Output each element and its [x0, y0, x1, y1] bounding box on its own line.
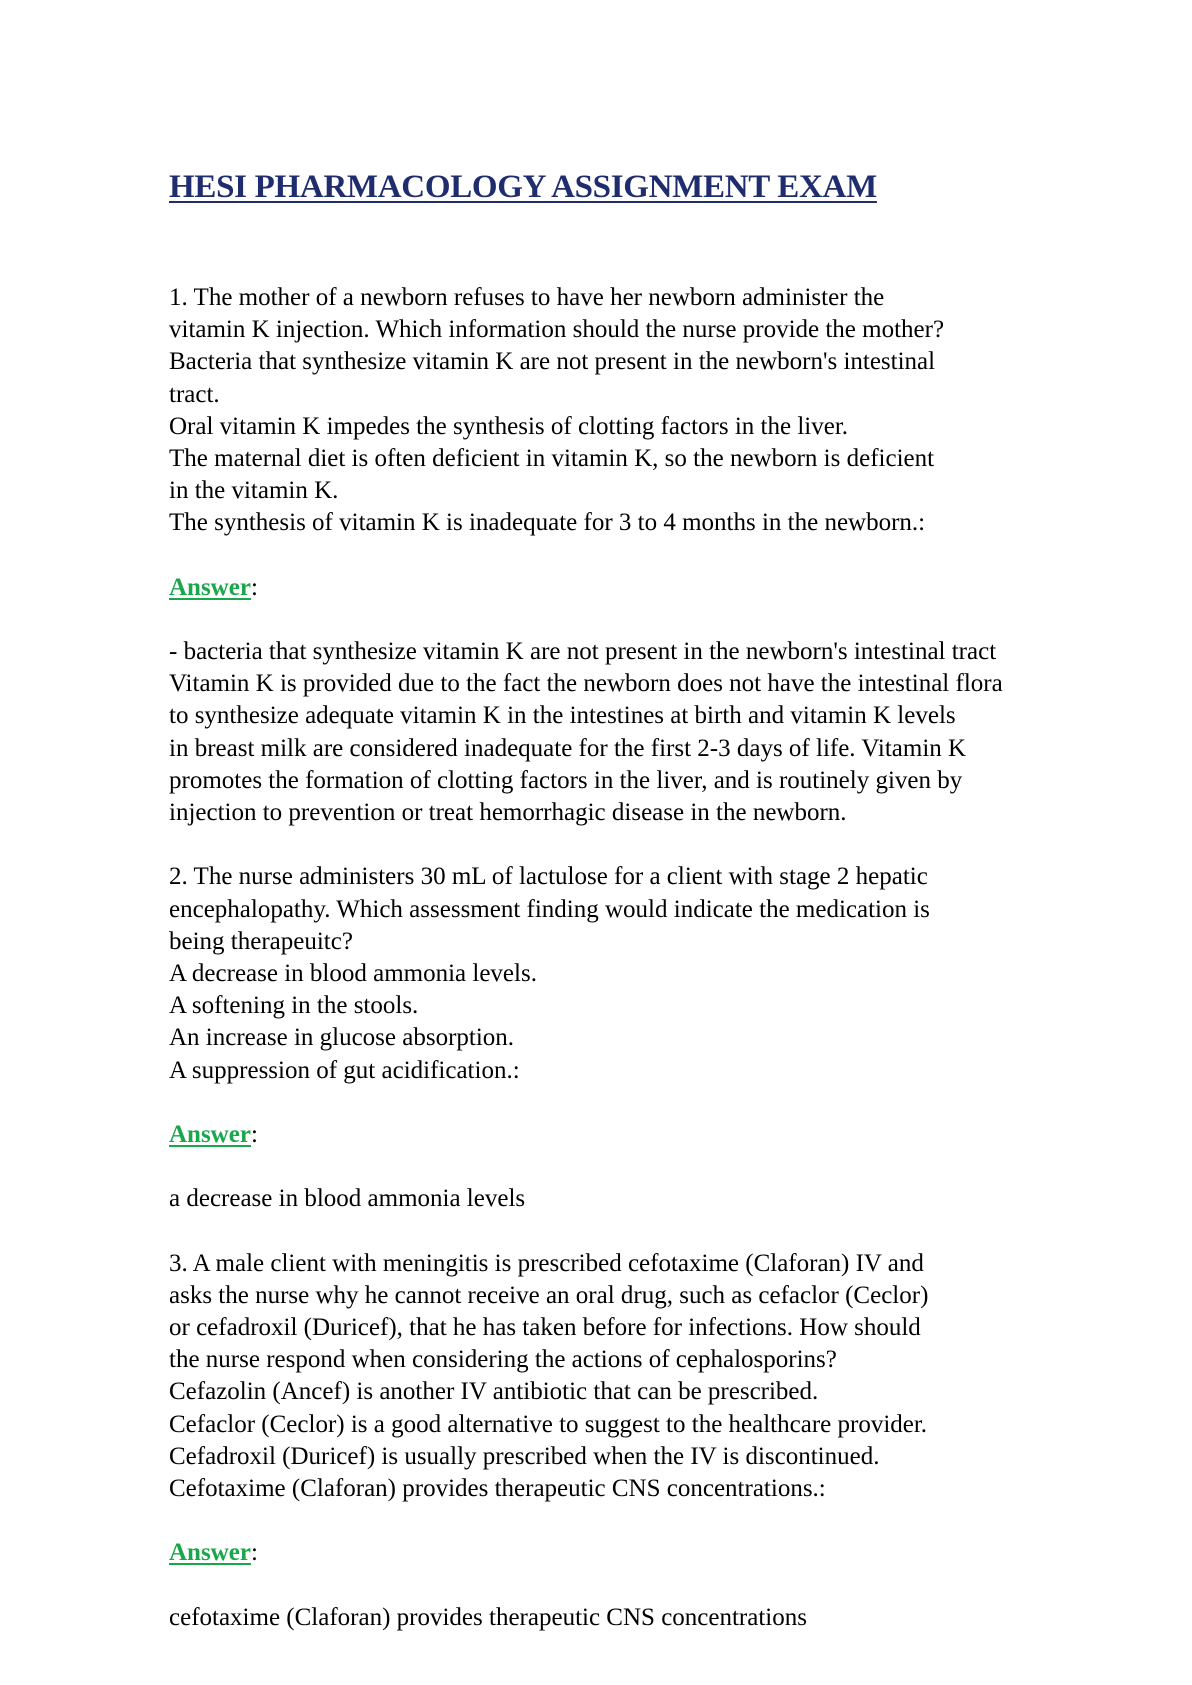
- question-1-option: in the vitamin K.: [169, 477, 339, 505]
- answer-1-line: in breast milk are considered inadequate for the first 2-3 days of life. Vitamin K: [169, 734, 967, 762]
- question-2-option: A softening in the stools.: [169, 992, 419, 1020]
- question-1-option: The maternal diet is often deficient in vitamin K, so the newborn is deficient: [169, 444, 935, 472]
- answer-heading: [169, 1537, 1129, 1569]
- answer-2-line: a decrease in blood ammonia levels: [169, 1185, 526, 1213]
- question-block-1: [169, 282, 1129, 861]
- answer-1-line: promotes the formation of clotting factors in the liver, and is routinely given by: [169, 766, 963, 794]
- answer-label: Answer: [169, 1539, 251, 1567]
- answer-label: Answer: [169, 573, 251, 601]
- question-block-3: [169, 1248, 1129, 1634]
- question-3-option: Cefazolin (Ancef) is another IV antibiotic that can be prescribed.: [169, 1378, 819, 1406]
- question-1-option: tract.: [169, 380, 220, 408]
- answer-1-line: injection to prevention or treat hemorrhagic disease in the newborn.: [169, 799, 847, 826]
- answer-3-line: cefotaxime (Claforan) provides therapeutic CNS concentrations: [169, 1603, 807, 1631]
- question-2-line: 2. The nurse administers 30 mL of lactulose for a client with stage 2 hepatic: [169, 863, 928, 891]
- question-3-option: Cefotaxime (Claforan) provides therapeutic CNS concentrations.:: [169, 1474, 826, 1502]
- answer-colon: :: [250, 1120, 258, 1148]
- question-2-option: A decrease in blood ammonia levels.: [169, 959, 537, 987]
- answer-1-line: Vitamin K is provided due to the fact the newborn does not have the intestinal flora: [169, 670, 1003, 698]
- question-3-line: asks the nurse why he cannot receive an oral drug, such as cefaclor (Ceclor): [169, 1281, 929, 1309]
- answer-label: Answer: [169, 1120, 251, 1148]
- question-2-line: encephalopathy. Which assessment finding would indicate the medication is: [169, 895, 930, 923]
- question-2-line: being therapeuitc?: [169, 927, 353, 955]
- question-1-line: vitamin K injection. Which information should the nurse provide the mother?: [169, 316, 945, 344]
- question-1-option: Oral vitamin K impedes the synthesis of clotting factors in the liver.: [169, 412, 849, 440]
- spacer: [169, 1570, 1129, 1602]
- spacer: [169, 1151, 1129, 1183]
- answer-1-line: to synthesize adequate vitamin K in the intestines at birth and vitamin K levels: [169, 702, 956, 730]
- spacer: [169, 604, 1129, 636]
- question-3-line: the nurse respond when considering the actions of cephalosporins?: [169, 1346, 837, 1374]
- question-3-option: Cefaclor (Ceclor) is a good alternative to suggest to the healthcare provider.: [169, 1410, 928, 1438]
- spacer: [169, 540, 1129, 572]
- spacer: [169, 1215, 1129, 1247]
- answer-colon: :: [250, 1539, 258, 1567]
- question-block-2: [169, 861, 1129, 1247]
- question-1-option: Bacteria that synthesize vitamin K are not present in the newborn's intestinal: [169, 348, 936, 376]
- spacer: [169, 829, 1129, 861]
- question-2-option: An increase in glucose absorption.: [169, 1024, 515, 1052]
- question-3-line: 3. A male client with meningitis is prescribed cefotaxime (Claforan) IV and: [169, 1249, 924, 1277]
- answer-heading: [169, 1119, 1129, 1151]
- page-title: HESI PHARMACOLOGY ASSIGNMENT EXAM: [169, 169, 877, 205]
- answer-colon: :: [250, 573, 258, 601]
- question-1-option: The synthesis of vitamin K is inadequate for 3 to 4 months in the newborn.:: [169, 509, 926, 537]
- question-3-line: or cefadroxil (Duricef), that he has taken before for infections. How should: [169, 1314, 921, 1341]
- question-list: [169, 282, 1129, 1634]
- question-3-option: Cefadroxil (Duricef) is usually prescribed when the IV is discontinued.: [169, 1442, 880, 1470]
- answer-1-line: - bacteria that synthesize vitamin K are not present in the newborn's intestinal tract: [169, 638, 997, 666]
- answer-heading: [169, 572, 1129, 604]
- question-1-line: 1. The mother of a newborn refuses to have her newborn administer the: [169, 284, 885, 311]
- spacer: [169, 1087, 1129, 1119]
- question-2-option: A suppression of gut acidification.:: [169, 1056, 520, 1084]
- spacer: [169, 1505, 1129, 1537]
